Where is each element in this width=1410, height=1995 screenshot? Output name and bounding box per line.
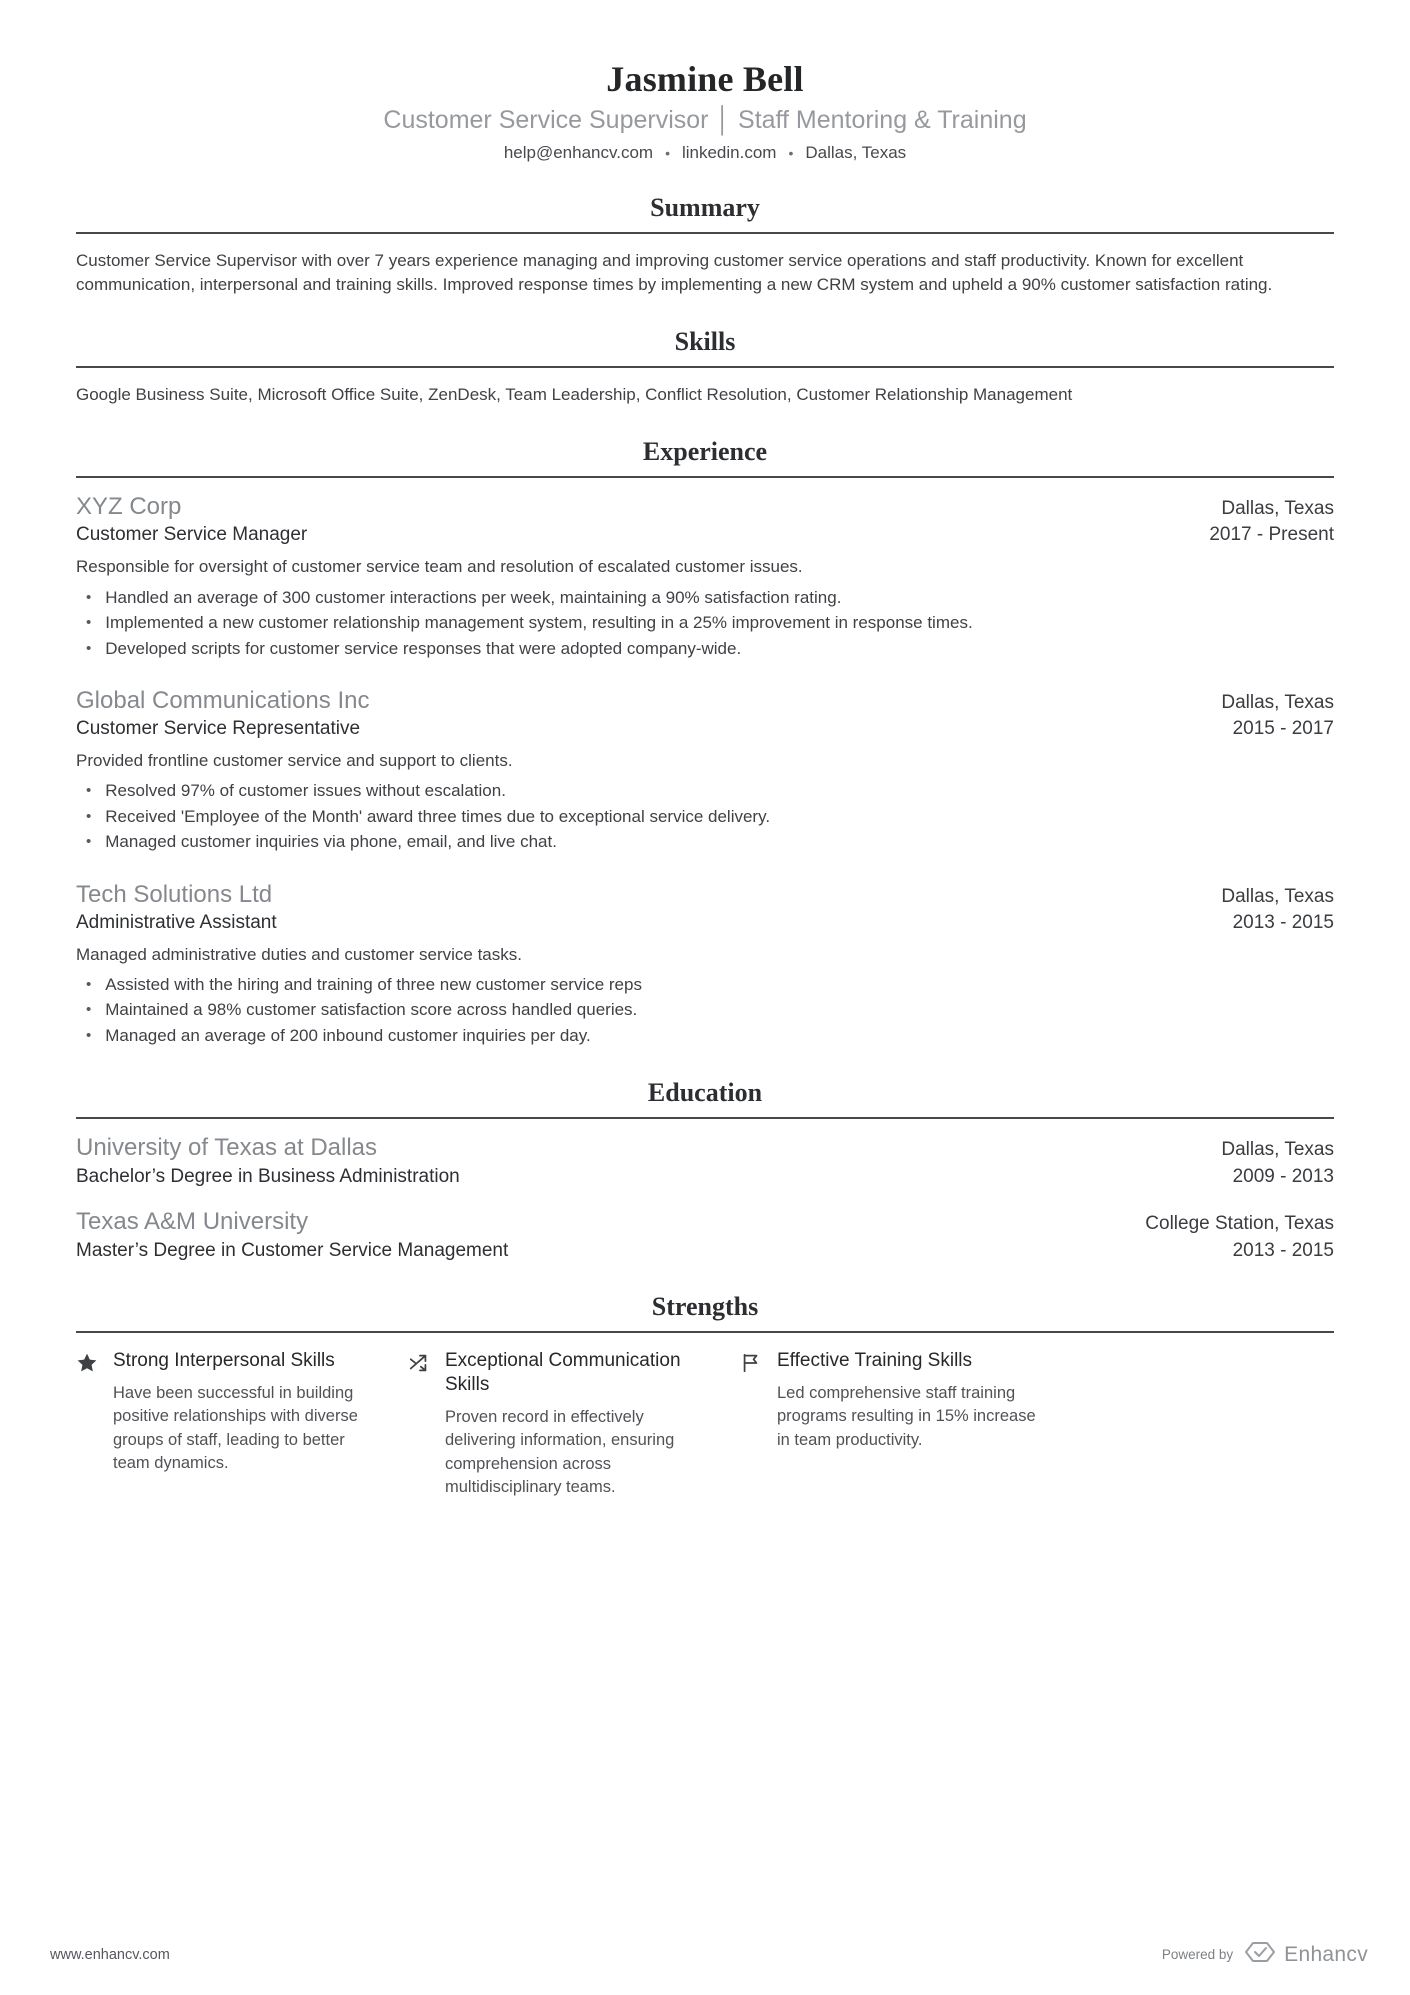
email-link[interactable]: help@enhancv.com — [503, 143, 654, 162]
school-location: Dallas, Texas — [1221, 1139, 1334, 1161]
job-description: Responsible for oversight of customer service team and resolution of escalated customer issues. — [76, 557, 803, 577]
communication-icon — [408, 1349, 432, 1499]
bullet-item — [76, 636, 1334, 662]
contact-separator: • — [788, 145, 794, 161]
strength-title: Effective Training Skills — [777, 1350, 973, 1372]
powered-by-block — [1162, 1940, 1368, 1969]
job-role: Customer Service Representative — [76, 718, 361, 739]
candidate-name: Jasmine Bell — [606, 59, 804, 99]
strength-item — [76, 1349, 408, 1499]
flag-icon — [740, 1349, 764, 1499]
job-header-row — [76, 493, 1334, 521]
skills-text: Google Business Suite, Microsoft Office Suite, ZenDesk, Team Leadership, Conflict Resolution, Customer Relationship Management — [76, 385, 1073, 405]
bullet-item — [76, 778, 1334, 804]
strengths-grid — [76, 1349, 1334, 1499]
company-name: XYZ Corp — [76, 493, 182, 521]
summary-heading: Summary — [650, 193, 760, 222]
education-heading: Education — [647, 1078, 763, 1108]
job-role: Customer Service Manager — [76, 524, 308, 546]
job-bullet-list — [76, 585, 1334, 662]
company-name: Tech Solutions Ltd — [76, 880, 273, 908]
strength-content — [777, 1349, 1038, 1499]
degree-name: Master’s Degree in Customer Service Management — [76, 1240, 509, 1262]
company-name: Global Communications Inc — [76, 687, 370, 714]
school-name: Texas A&M University — [76, 1208, 309, 1236]
bullet-text: • Received 'Employee of the Month' award three times due to exceptional service delivery. — [105, 806, 771, 826]
job-header-row — [76, 881, 1334, 909]
enhancv-logo-icon — [1243, 1940, 1277, 1969]
job-header-row — [76, 687, 1334, 715]
candidate-title: Customer Service Supervisor │ Staff Mentoring & Training — [383, 106, 1027, 134]
brand-name: Enhancv — [1284, 1942, 1368, 1966]
page-footer — [50, 1940, 1368, 1969]
job-description: Provided frontline customer service and support to clients. — [76, 751, 513, 770]
job-bullet-list — [76, 778, 1334, 855]
strength-text: Have been successful in building positive relationships with diverse groups of staff, leading to better team dynamics. — [113, 1384, 358, 1473]
school-header-row — [76, 1134, 1334, 1162]
section-divider — [76, 1331, 1334, 1333]
education-entry — [76, 1134, 1334, 1188]
section-divider — [76, 476, 1334, 478]
strength-item — [408, 1349, 740, 1499]
experience-heading: Experience — [642, 437, 768, 467]
experience-entry — [76, 493, 1334, 661]
location-text: Dallas, Texas — [805, 143, 907, 162]
job-bullet-list — [76, 972, 1334, 1049]
job-description: Managed administrative duties and customer service tasks. — [76, 944, 522, 964]
school-dates: 2009 - 2013 — [1232, 1166, 1334, 1188]
school-dates: 2013 - 2015 — [1232, 1240, 1334, 1262]
bullet-text: • Developed scripts for customer service responses that were adopted company-wide. — [105, 638, 742, 658]
education-entry — [76, 1208, 1334, 1262]
contact-row — [76, 143, 1334, 163]
star-icon — [76, 1349, 100, 1499]
powered-by-label: Powered by — [1161, 1947, 1234, 1962]
strengths-section — [76, 1292, 1334, 1499]
strength-content — [113, 1349, 374, 1499]
bullet-item — [76, 829, 1334, 855]
school-location: College Station, Texas — [1145, 1213, 1334, 1235]
resume-header — [76, 58, 1334, 163]
job-location: Dallas, Texas — [1221, 498, 1334, 520]
strength-title: Strong Interpersonal Skills — [113, 1350, 335, 1372]
experience-entry — [76, 687, 1334, 855]
bullet-item — [76, 972, 1334, 998]
job-dates: 2017 - Present — [1209, 524, 1334, 546]
bullet-item — [76, 804, 1334, 830]
strength-content — [445, 1349, 706, 1499]
school-subheader-row — [76, 1162, 1334, 1188]
bullet-item — [76, 585, 1334, 611]
job-dates: 2013 - 2015 — [1232, 911, 1334, 933]
job-location: Dallas, Texas — [1221, 692, 1334, 713]
job-role: Administrative Assistant — [76, 911, 277, 933]
section-divider — [76, 232, 1334, 234]
bullet-text: • Implemented a new customer relationship management system, resulting in a 25% improvement in response times. — [105, 613, 973, 632]
skills-heading: Skills — [674, 327, 736, 357]
bullet-text: • Managed an average of 200 inbound customer inquiries per day. — [105, 1025, 591, 1045]
school-subheader-row — [76, 1236, 1334, 1262]
school-name: University of Texas at Dallas — [76, 1134, 378, 1162]
school-header-row — [76, 1208, 1334, 1236]
section-divider — [76, 366, 1334, 368]
experience-section — [76, 437, 1334, 1048]
job-subheader-row — [76, 715, 1334, 740]
section-divider — [76, 1117, 1334, 1119]
bullet-item — [76, 610, 1334, 636]
skills-section — [76, 327, 1334, 407]
bullet-text: • Assisted with the hiring and training of three new customer service reps — [105, 974, 642, 994]
enhancv-brand[interactable] — [1243, 1940, 1368, 1969]
linkedin-link[interactable]: linkedin.com — [681, 143, 777, 162]
bullet-text: • Handled an average of 300 customer interactions per week, maintaining a 90% satisfaction rating. — [105, 587, 842, 607]
contact-separator: • — [665, 145, 670, 161]
strength-text: Led comprehensive staff training programs resulting in 15% increase in team productivity. — [777, 1384, 1036, 1449]
bullet-text: • Managed customer inquiries via phone, email, and live chat. — [105, 832, 557, 852]
job-location: Dallas, Texas — [1221, 885, 1334, 907]
education-section — [76, 1078, 1334, 1262]
bullet-text: • Maintained a 98% customer satisfaction score across handled queries. — [105, 1000, 638, 1020]
job-dates: 2015 - 2017 — [1232, 718, 1334, 739]
strength-item — [740, 1349, 1072, 1499]
strengths-heading: Strengths — [651, 1292, 759, 1322]
bullet-item — [76, 1023, 1334, 1049]
summary-section — [76, 193, 1334, 297]
bullet-item — [76, 997, 1334, 1023]
strength-title: Exceptional Communication Skills — [445, 1350, 681, 1395]
degree-name: Bachelor’s Degree in Business Administration — [76, 1166, 460, 1188]
job-subheader-row — [76, 909, 1334, 934]
job-subheader-row — [76, 521, 1334, 546]
website-link[interactable]: www.enhancv.com — [50, 1946, 170, 1963]
summary-text: Customer Service Supervisor with over 7 years experience managing and improving customer service operations and staff productivity. Known for excellent communication, interpersonal and training skills. Improved response times by implementing a new CRM system and upheld a 90% customer satisfaction rating. — [76, 251, 1273, 295]
bullet-text: • Resolved 97% of customer issues without escalation. — [105, 781, 506, 801]
experience-entry — [76, 881, 1334, 1049]
strength-text: Proven record in effectively delivering information, ensuring comprehension across multidisciplinary teams. — [445, 1407, 675, 1497]
